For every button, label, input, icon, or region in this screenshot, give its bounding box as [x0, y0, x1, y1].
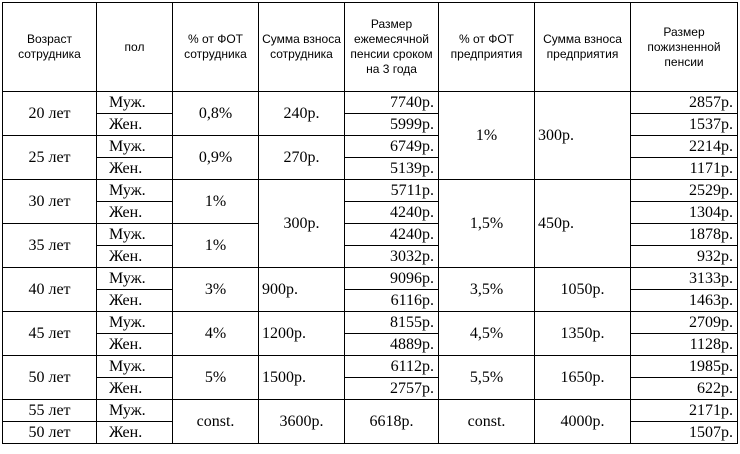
sex-cell: Муж. [97, 400, 173, 422]
header-enterprise-percent: % от ФОТ предприятия [439, 3, 535, 92]
age-cell: 50 лет [3, 356, 97, 400]
header-monthly-pension: Размер ежемесячной пенсии сроком на 3 года [345, 3, 439, 92]
header-employee-percent: % от ФОТ сотрудника [173, 3, 259, 92]
monthly-pension-cell: 3032р. [345, 246, 439, 268]
lifetime-pension-cell: 2214р. [631, 136, 738, 158]
lifetime-pension-cell: 1128р. [631, 334, 738, 356]
lifetime-pension-cell: 2171р. [631, 400, 738, 422]
table-row [3, 268, 738, 290]
sex-cell: Муж. [97, 180, 173, 202]
monthly-pension-cell: 4240р. [345, 224, 439, 246]
sex-cell: Жен. [97, 378, 173, 400]
employee-sum-cell: 3600р. [259, 400, 345, 444]
sex-cell: Жен. [97, 334, 173, 356]
sex-cell: Жен. [97, 290, 173, 312]
enterprise-sum-cell: 300р. [535, 92, 631, 180]
employee-sum-cell: 1200р. [259, 312, 345, 356]
employee-percent-cell: 4% [173, 312, 259, 356]
table-row [3, 400, 738, 422]
monthly-pension-cell: 6112р. [345, 356, 439, 378]
monthly-pension-cell: 6749р. [345, 136, 439, 158]
monthly-pension-cell: 6116р. [345, 290, 439, 312]
header-lifetime-pension: Размер пожизненной пенсии [631, 3, 738, 92]
age-cell: 20 лет [3, 92, 97, 136]
monthly-pension-cell: 2757р. [345, 378, 439, 400]
monthly-pension-cell: 4889р. [345, 334, 439, 356]
lifetime-pension-cell: 1171р. [631, 158, 738, 180]
sex-cell: Жен. [97, 158, 173, 180]
enterprise-sum-cell: 4000р. [535, 400, 631, 444]
employee-sum-cell: 270р. [259, 136, 345, 180]
sex-cell: Муж. [97, 136, 173, 158]
sex-cell: Муж. [97, 224, 173, 246]
header-age: Возраст сотрудника [3, 3, 97, 92]
age-cell: 40 лет [3, 268, 97, 312]
employee-percent-cell: 1% [173, 224, 259, 268]
sex-cell: Жен. [97, 114, 173, 136]
monthly-pension-cell: 6618р. [345, 400, 439, 444]
lifetime-pension-cell: 1878р. [631, 224, 738, 246]
monthly-pension-cell: 7740р. [345, 92, 439, 114]
header-enterprise-sum: Сумма взноса предприятия [535, 3, 631, 92]
sex-cell: Муж. [97, 312, 173, 334]
enterprise-sum-cell: 1650р. [535, 356, 631, 400]
employee-sum-cell: 240р. [259, 92, 345, 136]
monthly-pension-cell: 5139р. [345, 158, 439, 180]
monthly-pension-cell: 5999р. [345, 114, 439, 136]
pension-table [2, 2, 738, 444]
age-cell: 25 лет [3, 136, 97, 180]
sex-cell: Муж. [97, 356, 173, 378]
enterprise-sum-cell: 1050р. [535, 268, 631, 312]
enterprise-percent-cell: 4,5% [439, 312, 535, 356]
monthly-pension-cell: 9096р. [345, 268, 439, 290]
monthly-pension-cell: 4240р. [345, 202, 439, 224]
employee-sum-cell: 900р. [259, 268, 345, 312]
lifetime-pension-cell: 1985р. [631, 356, 738, 378]
header-employee-sum: Сумма взноса сотрудника [259, 3, 345, 92]
lifetime-pension-cell: 2857р. [631, 92, 738, 114]
monthly-pension-cell: 8155р. [345, 312, 439, 334]
table-row [3, 356, 738, 378]
enterprise-sum-cell: 1350р. [535, 312, 631, 356]
enterprise-percent-cell: 1% [439, 92, 535, 180]
enterprise-percent-cell: 5,5% [439, 356, 535, 400]
sex-cell: Муж. [97, 92, 173, 114]
lifetime-pension-cell: 1304р. [631, 202, 738, 224]
lifetime-pension-cell: 1463р. [631, 290, 738, 312]
employee-percent-cell: 1% [173, 180, 259, 224]
enterprise-percent-cell: const. [439, 400, 535, 444]
enterprise-sum-cell: 450р. [535, 180, 631, 268]
age-cell: 30 лет [3, 180, 97, 224]
lifetime-pension-cell: 2709р. [631, 312, 738, 334]
lifetime-pension-cell: 2529р. [631, 180, 738, 202]
monthly-pension-cell: 5711р. [345, 180, 439, 202]
lifetime-pension-cell: 622р. [631, 378, 738, 400]
table-row [3, 312, 738, 334]
employee-sum-cell: 1500р. [259, 356, 345, 400]
sex-cell: Жен. [97, 422, 173, 444]
age-cell: 45 лет [3, 312, 97, 356]
sex-cell: Жен. [97, 202, 173, 224]
enterprise-percent-cell: 1,5% [439, 180, 535, 268]
employee-percent-cell: 0,8% [173, 92, 259, 136]
age-cell: 35 лет [3, 224, 97, 268]
lifetime-pension-cell: 1537р. [631, 114, 738, 136]
employee-sum-cell: 300р. [259, 180, 345, 268]
sex-cell: Жен. [97, 246, 173, 268]
employee-percent-cell: 0,9% [173, 136, 259, 180]
lifetime-pension-cell: 932р. [631, 246, 738, 268]
lifetime-pension-cell: 1507р. [631, 422, 738, 444]
table-row [3, 180, 738, 202]
header-sex: пол [97, 3, 173, 92]
table-row [3, 92, 738, 114]
age-cell: 50 лет [3, 422, 97, 444]
lifetime-pension-cell: 3133р. [631, 268, 738, 290]
header-row [3, 3, 738, 92]
employee-percent-cell: 5% [173, 356, 259, 400]
enterprise-percent-cell: 3,5% [439, 268, 535, 312]
employee-percent-cell: const. [173, 400, 259, 444]
sex-cell: Муж. [97, 268, 173, 290]
age-cell: 55 лет [3, 400, 97, 422]
employee-percent-cell: 3% [173, 268, 259, 312]
